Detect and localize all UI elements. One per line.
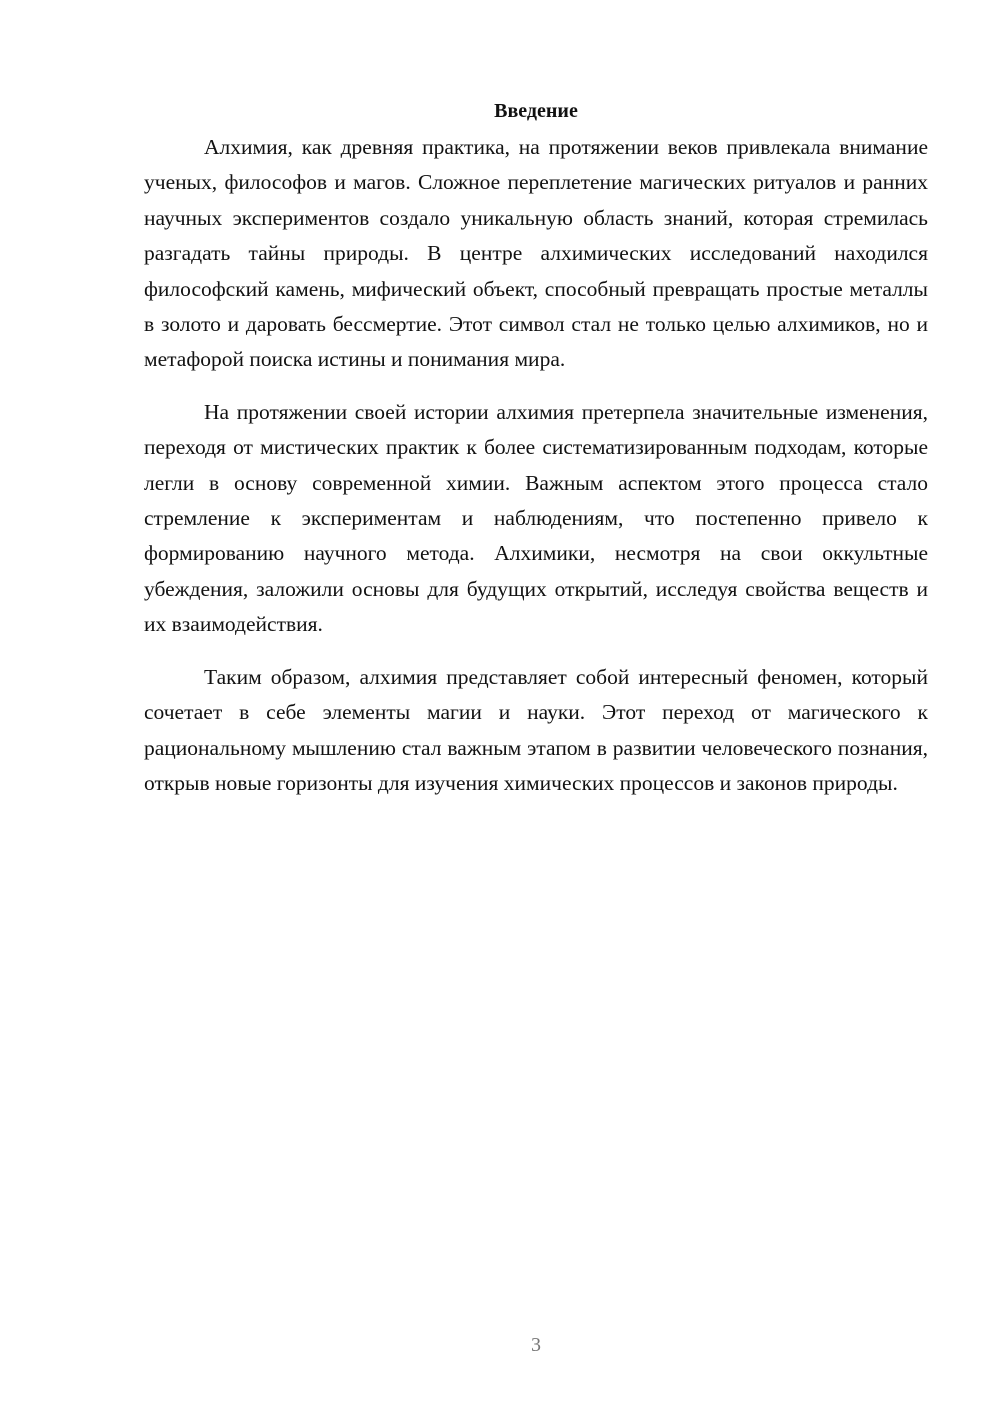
paragraph-1: Алхимия, как древняя практика, на протяжении веков привлекала внимание ученых, философов и магов. Сложное переплетение магических ритуалов и ранних научных экспериментов создало уникальную область знаний, которая стремилась разгадать тайны природы. В центре алхимических исследований находился философский камень, мифический объект, способный превращать простые металлы в золото и даровать бессмертие. Этот символ стал не только целью алхимиков, но и метафорой поиска истины и понимания мира.	[144, 135, 928, 372]
page-number: 3	[531, 1334, 541, 1356]
page-content	[144, 95, 928, 818]
paragraph-2: На протяжении своей истории алхимия претерпела значительные изменения, переходя от мистических практик к более систематизированным подходам, которые легли в основу современной химии. Важным аспектом этого процесса стало стремление к экспериментам и наблюдениям, что постепенно привело к формированию научного метода. Алхимики, несмотря на свои оккультные убеждения, заложили основы для будущих открытий, исследуя свойства веществ и их взаимодействия.	[144, 399, 928, 637]
paragraph-3: Таким образом, алхимия представляет собой интересный феномен, который сочетает в себе элементы магии и науки. Этот переход от магического к рациональному мышлению стал важным этапом в развитии человеческого познания, открыв новые горизонты для изучения химических процессов и законов природы.	[144, 664, 928, 795]
section-heading: Введение	[494, 100, 578, 122]
